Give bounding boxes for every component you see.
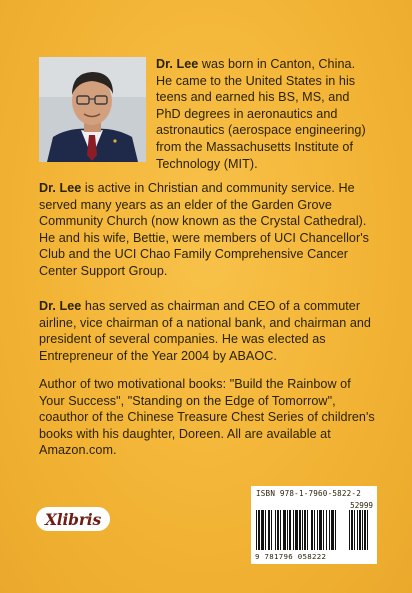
bio-paragraph-3 bbox=[39, 298, 379, 364]
bio-paragraph-1 bbox=[156, 56, 374, 172]
author-name: Dr. Lee bbox=[39, 299, 82, 313]
price-code: 52999 bbox=[350, 501, 373, 510]
books-text: Author of two motivational books: "Build the Rainbow of Your Success", "Standing on the Edge of Tomorrow", coauthor of the Chinese Treasure Chest Series of children's books with his daughter, Doreen. All are available at Amazon.com. bbox=[39, 377, 375, 458]
publisher-logo-text: Xlibris bbox=[44, 509, 102, 529]
bio-text: was born in Canton, China. He came to the United States in his teens and earned his BS, MS, and PhD degrees in aeronautics and astronautics (aerospace engineering) from the Massachusetts Institute of Technology (MIT). bbox=[156, 57, 366, 171]
bio-text: is active in Christian and community service. He served many years as an elder of the Garden Grove Community Church (now known as the Crystal Cathedral). He and his wife, Bettie, were members of UCI Chancellor's Club and the UCI Chao Family Comprehensive Cancer Center Support Group. bbox=[39, 181, 370, 278]
isbn-label: ISBN 978-1-7960-5822-2 bbox=[256, 489, 361, 498]
barcode-digits: 9 781796 058222 bbox=[255, 552, 327, 561]
bio-text: has served as chairman and CEO of a commuter airline, vice chairman of a national bank, and chairman and president of several companies. He was elected as Entrepreneur of the Year 2004 by ABAOC. bbox=[39, 299, 371, 363]
bio-paragraph-2 bbox=[39, 180, 379, 280]
author-name: Dr. Lee bbox=[156, 57, 199, 71]
isbn-barcode bbox=[251, 486, 377, 564]
author-name: Dr. Lee bbox=[39, 181, 82, 195]
publisher-logo bbox=[36, 507, 110, 531]
author-photo bbox=[39, 57, 146, 162]
books-paragraph bbox=[39, 376, 379, 459]
author-portrait-image bbox=[39, 57, 146, 162]
barcode-bars bbox=[255, 510, 373, 552]
